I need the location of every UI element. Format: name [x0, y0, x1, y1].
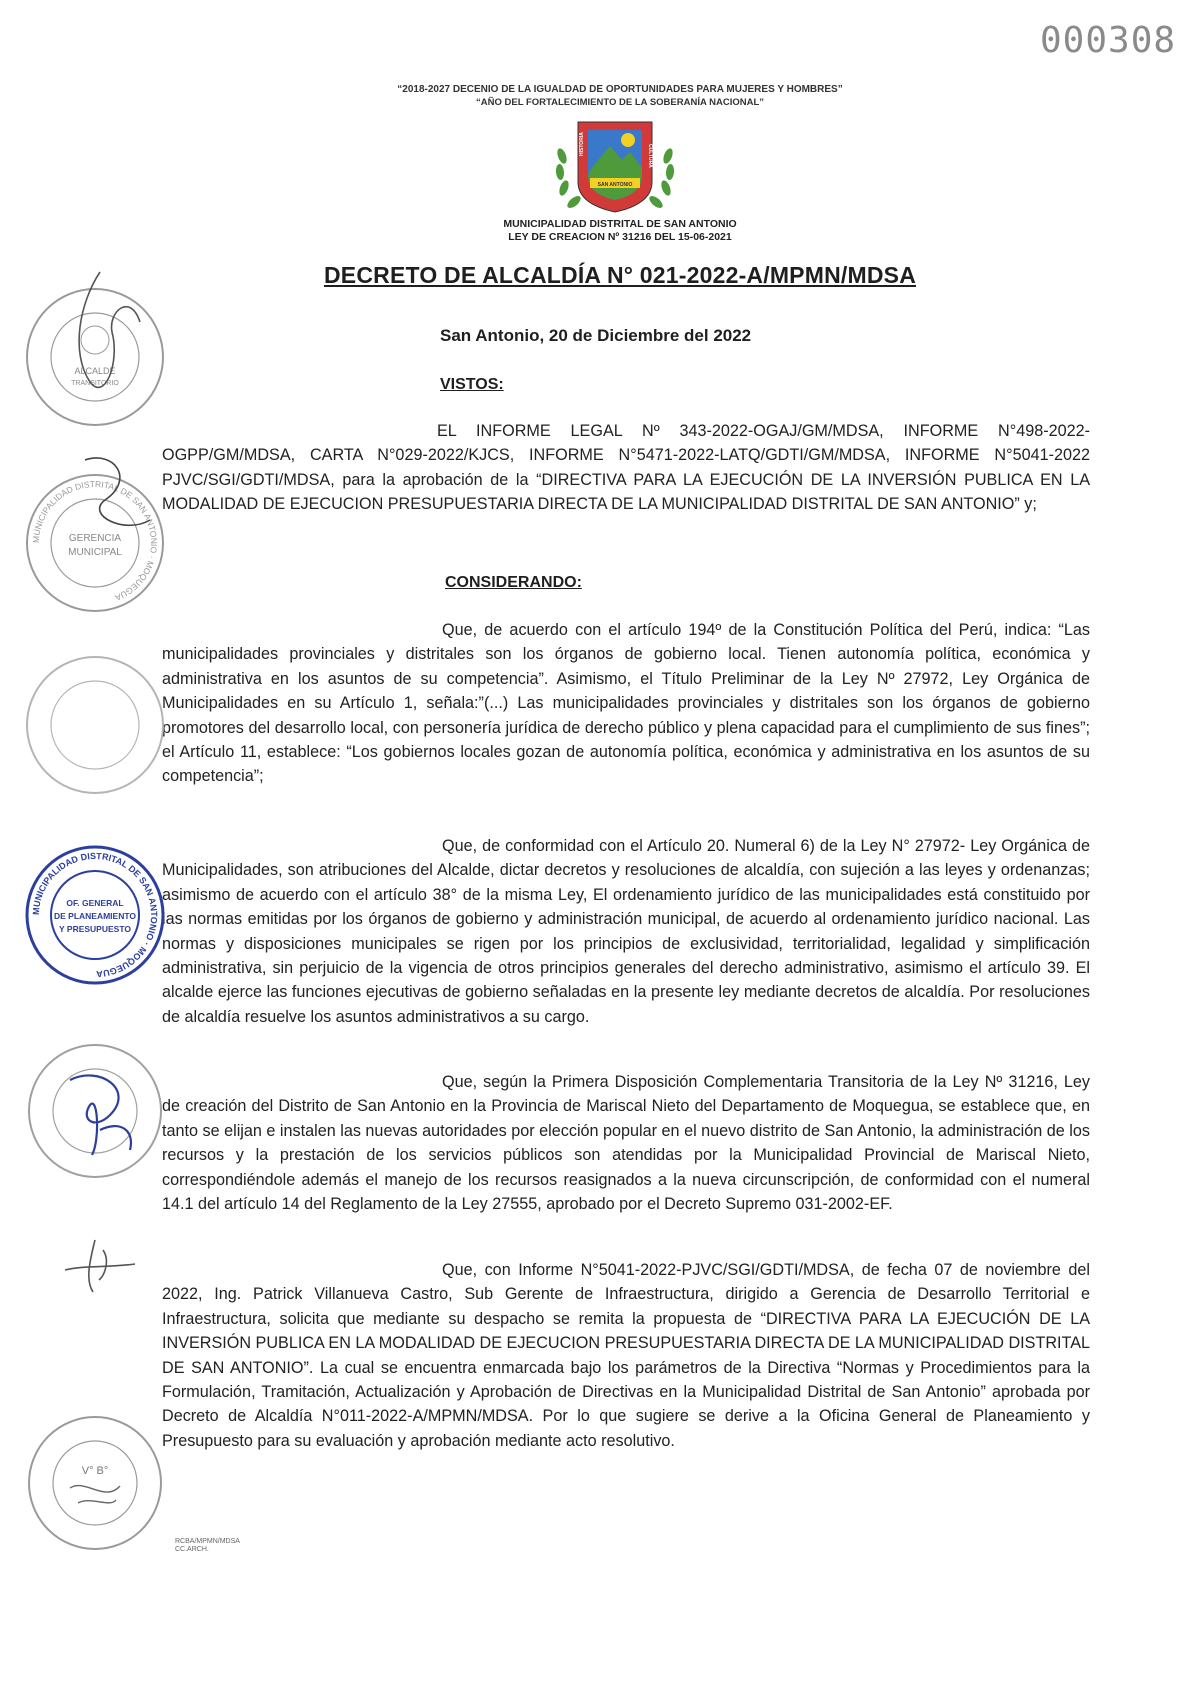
municipal-management-seal-center2: MUNICIPAL: [68, 547, 122, 558]
municipality-coat-of-arms-logo: [550, 116, 680, 216]
footer-initials-line1: RCBA/MPMN/MDSA: [175, 1538, 240, 1545]
mayor-signature: [60, 262, 150, 412]
considerando-paragraph-1: Que, de acuerdo con el artículo 194º de la Constitución Política del Perú, indica: “Las municipalidades provinciales y distritales son los órganos de gobierno local. Tienen autonomía política, económica y administrativa en los asuntos de su competencia”. Asimismo, el Título Preliminar de la Ley Nº 27972, Ley Orgánica de Municipalidades en su Artículo 1, señala:”(...) Las municipalidades provinciales y distritales son los órganos de gobierno promotores del desarrollo local, con personería jurídica de derecho público y plena capacidad para el cumplimiento de sus fines”; el Artículo 11, establece: “Los gobiernos locales gozan de autonomía política, económica y administrativa en los asuntos de su competencia”;: [162, 621, 1090, 786]
year-motto: “AÑO DEL FORTALECIMIENTO DE LA SOBERANÍA NACIONAL”: [476, 97, 764, 108]
footer-initials: [175, 1538, 240, 1554]
logo-left-text: HISTORIA: [579, 132, 585, 156]
municipality-name: MUNICIPALIDAD DISTRITAL DE SAN ANTONIO: [503, 218, 737, 230]
municipal-management-seal-ring: MUNICIPALIDAD DISTRITAL DE SAN ANTONIO · MOQUEGUA: [30, 478, 160, 603]
mayor-seal-sub: TRANSITORIO: [71, 380, 119, 387]
vistos-heading: VISTOS:: [440, 376, 504, 393]
municipal-management-seal-center1: GERENCIA: [68, 533, 122, 544]
planning-budget-office-seal-center3: Y PRESUPUESTO: [59, 924, 131, 934]
page-number-stamp: 000308: [1040, 20, 1177, 61]
vistos-paragraph: EL INFORME LEGAL Nº 343-2022-OGAJ/GM/MDSA, INFORME N°498-2022-OGPP/GM/MDSA, CARTA N°029-2022/KJCS, INFORME N°5471-2022-LATQ/GDTI/GM/MDSA, INFORME N°5041-2022 PJVC/SGI/GDTI/MDSA, para la aprobación de la “DIRECTIVA PARA LA EJECUCIÓN DE LA INVERSIÓN PUBLICA EN LA MODALIDAD DE EJECUCION PRESUPUESTARIA DIRECTA DE LA MUNICIPALIDAD DISTRITAL DE SAN ANTONIO” y;: [162, 422, 1090, 514]
considerando-paragraph-2: Que, de conformidad con el Artículo 20. Numeral 6) de la Ley N° 27972- Ley Orgánica de Municipalidades, son atribuciones del Alcalde, dictar decretos y resoluciones de alcaldía, con sujeción a las leyes y ordenanzas; asimismo de acuerdo con el artículo 38° de la misma Ley, El ordenamiento jurídico de las municipalidades está constituido por las normas emitidas por los órganos de gobierno y administración municipal, de acuerdo al ordenamiento jurídico nacional. Las normas y disposiciones municipales se rigen por los principios de exclusividad, territorialidad, legalidad y simplificación administrativa, sin perjuicio de la vigencia de otros principios generales del derecho administrativo, asimismo el artículo 39. El alcalde ejerce las funciones ejecutivas de gobierno señaladas en la presente ley mediante decretos de alcaldía. Por resoluciones de alcaldía resuelve los asuntos administrativos a su cargo.: [162, 837, 1090, 1026]
decree-title: DECRETO DE ALCALDÍA N° 021-2022-A/MPMN/MDSA: [323, 262, 917, 288]
decade-motto: “2018-2027 DECENIO DE LA IGUALDAD DE OPORTUNIDADES PARA MUJERES Y HOMBRES”: [397, 84, 843, 95]
date-line: San Antonio, 20 de Diciembre del 2022: [440, 326, 752, 345]
planning-budget-office-seal-stamp: [20, 840, 170, 990]
approval-seal-center: V° B°: [81, 1465, 109, 1477]
logo-bottom-text: SAN ANTONIO: [597, 182, 633, 188]
planning-budget-office-seal-center2: DE PLANEAMIENTO: [53, 911, 137, 921]
footer-initials-line2: CC.ARCH.: [175, 1546, 209, 1553]
reviewer-signature: [55, 1230, 145, 1300]
planning-budget-office-seal-ring: MUNICIPALIDAD DISTRITAL DE SAN ANTONIO · MOQUEGUA: [30, 850, 160, 980]
mayor-seal-center: ALCALDE: [74, 366, 116, 376]
considerando-paragraph-3: Que, según la Primera Disposición Complementaria Transitoria de la Ley Nº 31216, Ley de creación del Distrito de San Antonio en la Provincia de Mariscal Nieto del Departamento de Moquegua, se establece que, en tanto se elijan e instalen las nuevas autoridades por elección popular en el nuevo distrito de San Antonio, la administración de los recursos y la prestación de los servicios públicos son atendidas por la Municipalidad Provincial de Mariscal Nieto, correspondiéndole además el manejo de los recursos reasignados a la nueva circunscripción, de conformidad con el numeral 14.1 del artículo 14 del Reglamento de la Ley 27555, aprobado por el Decreto Supremo 031-2002-EF.: [162, 1073, 1090, 1214]
logo-right-text: CULTURA: [647, 144, 653, 168]
creation-law: LEY DE CREACION Nº 31216 DEL 15-06-2021: [508, 231, 732, 243]
faded-seal-stamp: [20, 650, 170, 800]
municipal-management-signature: [65, 440, 165, 560]
considerando-heading: CONSIDERANDO:: [445, 574, 582, 591]
planning-budget-office-seal-center1: OF. GENERAL: [66, 898, 124, 908]
approval-seal-stamp: [20, 1408, 170, 1558]
legal-advisory-signature: [40, 1060, 160, 1170]
considerando-paragraph-4: Que, con Informe N°5041-2022-PJVC/SGI/GDTI/MDSA, de fecha 07 de noviembre del 2022, Ing. Patrick Villanueva Castro, Sub Gerente de Infraestructura, dirigido a Gerencia de Desarrollo Territorial e Infraestructura, solicita que mediante su despacho se remita la propuesta de “DIRECTIVA PARA LA EJECUCIÓN DE LA INVERSIÓN PUBLICA EN LA MODALIDAD DE EJECUCION PRESUPUESTARIA DIRECTA DE LA MUNICIPALIDAD DISTRITAL DE SAN ANTONIO”. La cual se encuentra enmarcada bajo los parámetros de la Directiva “Normas y Procedimientos para la Formulación, Tramitación, Actualización y Aprobación de Directivas en la Municipalidad Distrital de San Antonio” aprobada por Decreto de Alcaldía N°011-2022-A/MPMN/MDSA. Por lo que sugiere se derive a la Oficina General de Planeamiento y Presupuesto para su evaluación y aprobación mediante acto resolutivo.: [162, 1261, 1090, 1450]
